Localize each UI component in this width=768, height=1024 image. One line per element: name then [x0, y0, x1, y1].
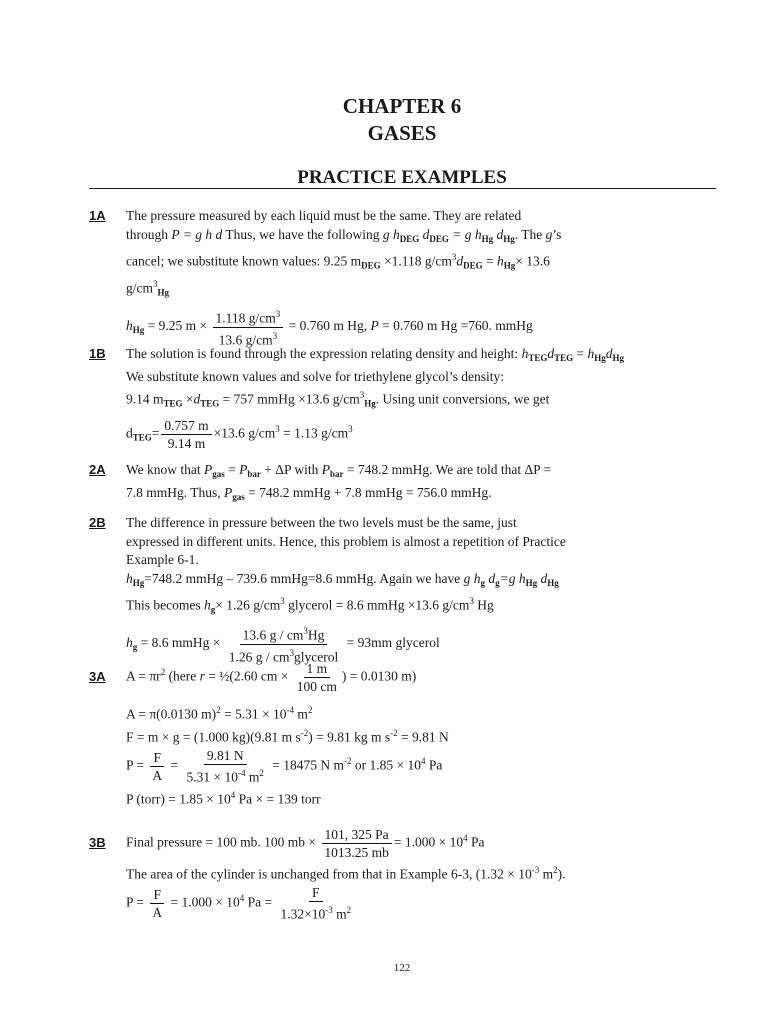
fraction: $\frac{F}{A}$: [152, 749, 163, 783]
text-line: This becomes $h_g\times 1.26$ $g/cm^3$ glycerol = 8.6 mmHg ×13.6 $g/cm^3$ Hg: [126, 596, 494, 615]
fraction: $\frac{1.118 g/cm^3}{13.6 g/cm^3}$: [213, 306, 284, 348]
equation: P = $\frac{F}{A}$ = $\frac{9.81 N}{5.31 \times 10^{-4} m^2}$ = 18475 N $m^{-2}$ or $1.85 \times 10^4$ Pa: [126, 748, 443, 785]
equation: $h_{Hg} = 9.25$ m × $\frac{1.118 g/cm^3}{13.6 g/cm^3}$ = 0.760 m Hg, P = 0.760 m Hg =760. mmHg: [126, 306, 716, 348]
example-2a: [89, 461, 716, 506]
text-line: We substitute known values and solve for triethylene glycol’s density:: [126, 368, 504, 384]
example-1a: [89, 207, 716, 348]
text-line: We know that $P_{gas} = P_{bar} + \Delta P$ with $P_{bar} = 748.2$ mmHg. We are told that ΔP =: [126, 462, 552, 479]
text-line: The pressure measured by each liquid must be the same. They are related: [126, 208, 522, 223]
equation: P = $\frac{F}{A}$ = $1.000 \times 10^4$ Pa = $\frac{F}{1.32\times 10^{-3} m^2}$: [126, 884, 716, 923]
example-1b: [89, 345, 716, 452]
page-number: 122: [393, 962, 411, 974]
fraction: $\frac{101, 325 Pa}{1013.25 mb}$: [321, 826, 392, 861]
text-line: through P = g h d Thus, we have the following g $h_{DEG}$ $d_{DEG} = g$ $h_{Hg}$ $d_{Hg}$. The g’s: [126, 226, 562, 244]
text-line: $h_{Hg}=748.2$ mmHg – 739.6 mmHg=8.6 mmHg. Again we have g $h_g$ $d_g=g$ $h_{Hg}$ $d_{Hg}$: [126, 570, 559, 588]
text-line: A = π(0.0130 $m)^2 = 5.31 \times 10^{-4}$ $m^2$: [126, 705, 313, 722]
example-3b: [89, 826, 716, 923]
equation: $A = \pi r^2$ (here r = ½(2.60 cm × $\frac{1 m}{100 cm}$ ) = 0.0130 m): [126, 661, 417, 694]
text-line: 9.14 $m_{TEG} \times d_{TEG} = 757$ mmHg ×13.6 $g/cm^3_{Hg}$. Using unit conversions, we get: [126, 390, 550, 409]
example-label: 2B: [89, 515, 106, 530]
example-3a: [89, 660, 716, 809]
example-label: 1A: [89, 208, 106, 223]
text-line: $g/cm^3_{Hg}$: [126, 279, 170, 298]
text-line: 7.8 mmHg. Thus, $P_{gas} = 748.2$ mmHg + 7.8 mmHg = 756.0 mmHg.: [126, 484, 492, 502]
chapter-title: GASES: [367, 121, 437, 145]
text-line: cancel; we substitute known values: 9.25 $m_{DEG} \times 1.118$ $g/cm^3d_{DEG} = h_{Hg}\times 13.6$: [126, 252, 550, 271]
fraction: $\frac{1 m}{100 cm}$: [296, 661, 337, 694]
chapter-heading: CHAPTER 6: [342, 94, 462, 118]
equation: $d_{TEG}=$ $\frac{0.757 m}{9.14 m}$ ×13.6 $g/cm^3 = 1.13$ $g/cm^3$: [126, 418, 353, 451]
example-label: 3A: [89, 669, 106, 684]
text-line: Example 6-1.: [126, 552, 199, 567]
equation: Final pressure = 100 mb. 100 mb × $\frac{101, 325 Pa}{1013.25 mb}$ = $1.000 \times 10^4$ Pa: [126, 827, 485, 860]
example-label: 3B: [89, 835, 106, 850]
fraction: $\frac{F}{1.32\times 10^{-3} m^2}$: [280, 885, 352, 922]
fraction: $\frac{9.81 N}{5.31 \times 10^{-4} m^2}$: [186, 748, 264, 785]
section-rule: [89, 188, 716, 189]
fraction: $\frac{0.757 m}{9.14 m}$: [161, 417, 211, 452]
text-line: P (torr) = $1.85 \times 10^4$ Pa × = 139 torr: [126, 789, 321, 806]
section-heading: PRACTICE EXAMPLES: [297, 167, 507, 188]
text-line: expressed in different units. Hence, this problem is almost a repetition of Practice: [126, 533, 566, 549]
text-line: The difference in pressure between the two levels must be the same, just: [126, 515, 517, 530]
example-label: 2A: [89, 462, 106, 477]
example-label: 1B: [89, 346, 106, 361]
fraction: $\frac{13.6 g / cm^3Hg}{1.26 g / cm^3glycerol}$: [226, 623, 341, 665]
equation: $h_g = 8.6$ mmHg × $\frac{13.6 g / cm^3Hg}{1.26 g / cm^3glycerol}$ = 93mm glycerol: [126, 623, 716, 665]
text-line: F = m × g = (1.000 kg)(9.81 m $s^{-2}) = 9.81$ kg m $s^{-2} = 9.81$ N: [126, 728, 449, 745]
text-line: The solution is found through the expression relating density and height: $h_{TEG}d_{TEG} = h_{Hg}d_{Hg}$: [126, 346, 624, 363]
fraction: $\frac{F}{A}$: [152, 886, 163, 920]
example-2b: [89, 514, 716, 665]
text-line: The area of the cylinder is unchanged from that in Example 6-3, ($1.32 \times 10^{-3}$ $m^2$).: [126, 865, 566, 882]
